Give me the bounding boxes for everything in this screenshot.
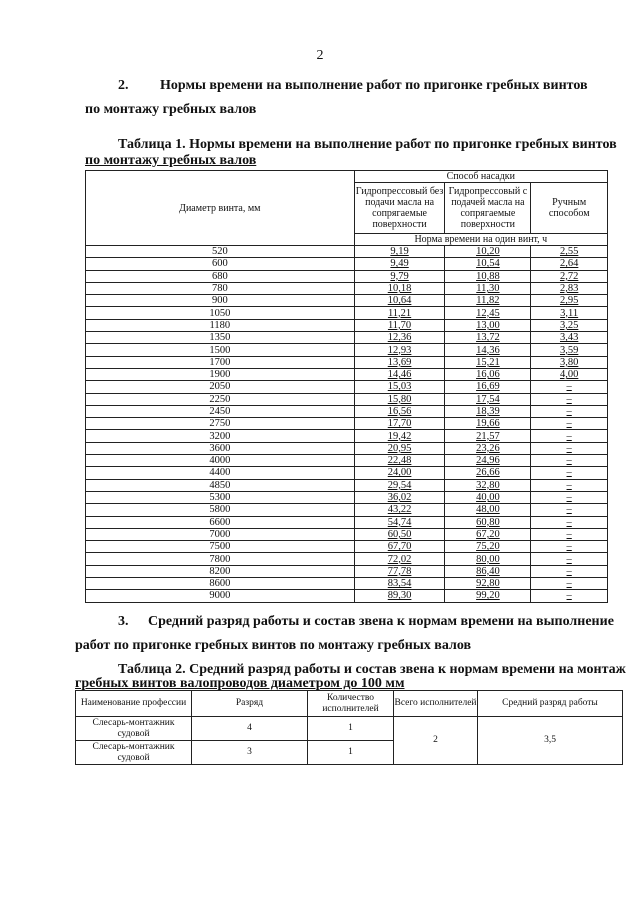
cell-method1: 12,93 xyxy=(354,344,445,356)
cell-diameter: 7000 xyxy=(86,528,355,540)
cell-method3: – xyxy=(531,442,608,454)
cell-method3: – xyxy=(531,393,608,405)
cell-diameter: 8200 xyxy=(86,565,355,577)
cell-diameter: 3200 xyxy=(86,430,355,442)
table-row xyxy=(86,455,608,467)
cell-method3: 2,95 xyxy=(531,295,608,307)
cell-diameter: 1900 xyxy=(86,368,355,380)
cell-method3: – xyxy=(531,553,608,565)
table-row xyxy=(86,258,608,270)
cell-method3: 3,59 xyxy=(531,344,608,356)
cell-method1: 54,74 xyxy=(354,516,445,528)
cell-method2: 92,80 xyxy=(445,578,531,590)
table-row xyxy=(86,528,608,540)
cell-method2: 13,00 xyxy=(445,319,531,331)
cell-diameter: 7800 xyxy=(86,553,355,565)
cell-diameter: 1350 xyxy=(86,332,355,344)
table-row xyxy=(86,479,608,491)
cell-diameter: 2250 xyxy=(86,393,355,405)
cell-method3: – xyxy=(531,491,608,503)
cell-diameter: 600 xyxy=(86,258,355,270)
cell-diameter: 520 xyxy=(86,246,355,258)
cell-method1: 36,02 xyxy=(354,491,445,503)
cell-diameter: 4400 xyxy=(86,467,355,479)
table-row xyxy=(76,717,623,741)
cell-method1: 89,30 xyxy=(354,590,445,602)
cell-method2: 10,88 xyxy=(445,270,531,282)
table-row xyxy=(86,442,608,454)
section3-number: 3. xyxy=(118,614,129,629)
cell-diameter: 1180 xyxy=(86,319,355,331)
cell-method3: – xyxy=(531,504,608,516)
cell-diameter: 2050 xyxy=(86,381,355,393)
cell-diameter: 1500 xyxy=(86,344,355,356)
t2-count: 1 xyxy=(308,741,394,765)
cell-method3: – xyxy=(531,467,608,479)
cell-method3: – xyxy=(531,381,608,393)
cell-method3: – xyxy=(531,479,608,491)
header-method: Способ насадки xyxy=(354,171,607,183)
cell-method3: – xyxy=(531,541,608,553)
cell-diameter: 8600 xyxy=(86,578,355,590)
cell-method2: 11,82 xyxy=(445,295,531,307)
cell-method1: 72,02 xyxy=(354,553,445,565)
t2-header-grade: Разряд xyxy=(192,691,308,717)
cell-method1: 11,21 xyxy=(354,307,445,319)
cell-method2: 10,54 xyxy=(445,258,531,270)
table-row xyxy=(86,368,608,380)
cell-method2: 15,21 xyxy=(445,356,531,368)
cell-method3: 2,72 xyxy=(531,270,608,282)
cell-method3: 3,25 xyxy=(531,319,608,331)
table-row xyxy=(86,332,608,344)
table-row xyxy=(86,405,608,417)
header-method1: Гидропрессовый без подачи масла на сопрягаемые поверхности xyxy=(354,183,445,234)
cell-method2: 14,36 xyxy=(445,344,531,356)
t2-header-total: Всего исполнителей xyxy=(394,691,478,717)
table-row xyxy=(86,491,608,503)
cell-method1: 60,50 xyxy=(354,528,445,540)
cell-method2: 16,69 xyxy=(445,381,531,393)
cell-diameter: 6600 xyxy=(86,516,355,528)
page-number: 2 xyxy=(316,48,324,63)
cell-method2: 48,00 xyxy=(445,504,531,516)
cell-method1: 20,95 xyxy=(354,442,445,454)
cell-method1: 10,18 xyxy=(354,282,445,294)
cell-method2: 11,30 xyxy=(445,282,531,294)
cell-method2: 26,66 xyxy=(445,467,531,479)
cell-diameter: 1700 xyxy=(86,356,355,368)
section2-number: 2. xyxy=(118,78,129,93)
table1-caption-line1: Таблица 1. Нормы времени на выполнение работ по пригонке гребных винтов xyxy=(118,137,617,152)
table-row xyxy=(86,418,608,430)
table-row xyxy=(86,381,608,393)
t2-profession: Слесарь-монтажник судовой xyxy=(76,741,192,765)
cell-method1: 67,70 xyxy=(354,541,445,553)
cell-method2: 21,57 xyxy=(445,430,531,442)
cell-method3: 2,83 xyxy=(531,282,608,294)
cell-method3: – xyxy=(531,565,608,577)
cell-method1: 77,78 xyxy=(354,565,445,577)
section3-title-line2: работ по пригонке гребных винтов по монтажу гребных валов xyxy=(75,638,472,653)
cell-method3: – xyxy=(531,590,608,602)
table-row xyxy=(86,467,608,479)
cell-method1: 9,49 xyxy=(354,258,445,270)
cell-diameter: 4850 xyxy=(86,479,355,491)
table-row xyxy=(86,430,608,442)
cell-method3: – xyxy=(531,578,608,590)
cell-method1: 16,56 xyxy=(354,405,445,417)
cell-method3: 2,55 xyxy=(531,246,608,258)
t2-count: 1 xyxy=(308,717,394,741)
table-row xyxy=(86,541,608,553)
cell-method1: 9,79 xyxy=(354,270,445,282)
cell-method3: 3,43 xyxy=(531,332,608,344)
t2-grade: 3 xyxy=(192,741,308,765)
cell-method1: 14,46 xyxy=(354,368,445,380)
cell-diameter: 4000 xyxy=(86,455,355,467)
cell-method1: 19,42 xyxy=(354,430,445,442)
t2-grade: 4 xyxy=(192,717,308,741)
table-row xyxy=(86,393,608,405)
cell-method2: 75,20 xyxy=(445,541,531,553)
cell-method1: 11,70 xyxy=(354,319,445,331)
table-row xyxy=(86,282,608,294)
cell-method2: 13,72 xyxy=(445,332,531,344)
cell-method1: 43,22 xyxy=(354,504,445,516)
t2-avg-grade: 3,5 xyxy=(478,717,623,765)
section2-title-line1: Нормы времени на выполнение работ по пригонке гребных винтов xyxy=(160,78,588,93)
table-row xyxy=(86,565,608,577)
cell-method3: 4,00 xyxy=(531,368,608,380)
cell-method3: – xyxy=(531,516,608,528)
cell-diameter: 7500 xyxy=(86,541,355,553)
table-row xyxy=(86,307,608,319)
cell-method1: 29,54 xyxy=(354,479,445,491)
table1 xyxy=(85,170,608,603)
t2-total: 2 xyxy=(394,717,478,765)
cell-method1: 12,36 xyxy=(354,332,445,344)
t2-header-count: Количество исполнителей xyxy=(308,691,394,717)
table-row xyxy=(86,295,608,307)
t2-profession: Слесарь-монтажник судовой xyxy=(76,717,192,741)
cell-method1: 22,48 xyxy=(354,455,445,467)
cell-method3: – xyxy=(531,455,608,467)
table-row xyxy=(86,319,608,331)
cell-diameter: 900 xyxy=(86,295,355,307)
t2-header-avg: Средний разряд работы xyxy=(478,691,623,717)
cell-method3: 3,80 xyxy=(531,356,608,368)
table-row xyxy=(86,590,608,602)
cell-method2: 23,26 xyxy=(445,442,531,454)
cell-diameter: 3600 xyxy=(86,442,355,454)
cell-diameter: 5800 xyxy=(86,504,355,516)
cell-method2: 12,45 xyxy=(445,307,531,319)
section3-title-line1: Средний разряд работы и состав звена к нормам времени на выполнение xyxy=(148,614,614,629)
header-diameter: Диаметр винта, мм xyxy=(86,171,355,246)
cell-method3: 3,11 xyxy=(531,307,608,319)
table2 xyxy=(75,690,623,765)
table1-caption-line2: по монтажу гребных валов xyxy=(85,153,257,168)
cell-method1: 13,69 xyxy=(354,356,445,368)
cell-diameter: 2750 xyxy=(86,418,355,430)
cell-method1: 17,70 xyxy=(354,418,445,430)
t2-header-profession: Наименование профессии xyxy=(76,691,192,717)
cell-method1: 15,03 xyxy=(354,381,445,393)
table-row xyxy=(86,344,608,356)
header-method3: Ручным способом xyxy=(531,183,608,234)
table-row xyxy=(86,578,608,590)
cell-method2: 16,06 xyxy=(445,368,531,380)
cell-diameter: 9000 xyxy=(86,590,355,602)
cell-method3: 2,64 xyxy=(531,258,608,270)
table-row xyxy=(86,246,608,258)
table2-caption-line2: гребных винтов валопроводов диаметром до 100 мм xyxy=(75,676,405,691)
table-row xyxy=(86,356,608,368)
header-method2: Гидропрессовый с подачей масла на сопрягаемые поверхности xyxy=(445,183,531,234)
cell-method3: – xyxy=(531,430,608,442)
cell-method2: 99,20 xyxy=(445,590,531,602)
table-row xyxy=(86,504,608,516)
table-row xyxy=(86,270,608,282)
cell-method3: – xyxy=(531,405,608,417)
cell-method2: 86,40 xyxy=(445,565,531,577)
table-row xyxy=(86,553,608,565)
cell-method1: 9,19 xyxy=(354,246,445,258)
cell-method2: 24,96 xyxy=(445,455,531,467)
cell-method1: 10,64 xyxy=(354,295,445,307)
cell-method2: 40,00 xyxy=(445,491,531,503)
cell-method1: 24,00 xyxy=(354,467,445,479)
cell-method2: 60,80 xyxy=(445,516,531,528)
cell-method3: – xyxy=(531,528,608,540)
cell-diameter: 680 xyxy=(86,270,355,282)
cell-method2: 67,20 xyxy=(445,528,531,540)
cell-method3: – xyxy=(531,418,608,430)
cell-diameter: 1050 xyxy=(86,307,355,319)
header-norm: Норма времени на один винт, ч xyxy=(354,234,607,246)
cell-method2: 17,54 xyxy=(445,393,531,405)
table2-caption-line1: Таблица 2. Средний разряд работы и состав звена к нормам времени на монтаж xyxy=(118,662,626,677)
cell-method1: 15,80 xyxy=(354,393,445,405)
cell-method2: 80,00 xyxy=(445,553,531,565)
section2-title-line2: по монтажу гребных валов xyxy=(85,102,257,117)
cell-diameter: 2450 xyxy=(86,405,355,417)
cell-method2: 18,39 xyxy=(445,405,531,417)
cell-method1: 83,54 xyxy=(354,578,445,590)
cell-method2: 19,66 xyxy=(445,418,531,430)
cell-diameter: 5300 xyxy=(86,491,355,503)
cell-diameter: 780 xyxy=(86,282,355,294)
cell-method2: 10,20 xyxy=(445,246,531,258)
cell-method2: 32,80 xyxy=(445,479,531,491)
table-row xyxy=(86,516,608,528)
